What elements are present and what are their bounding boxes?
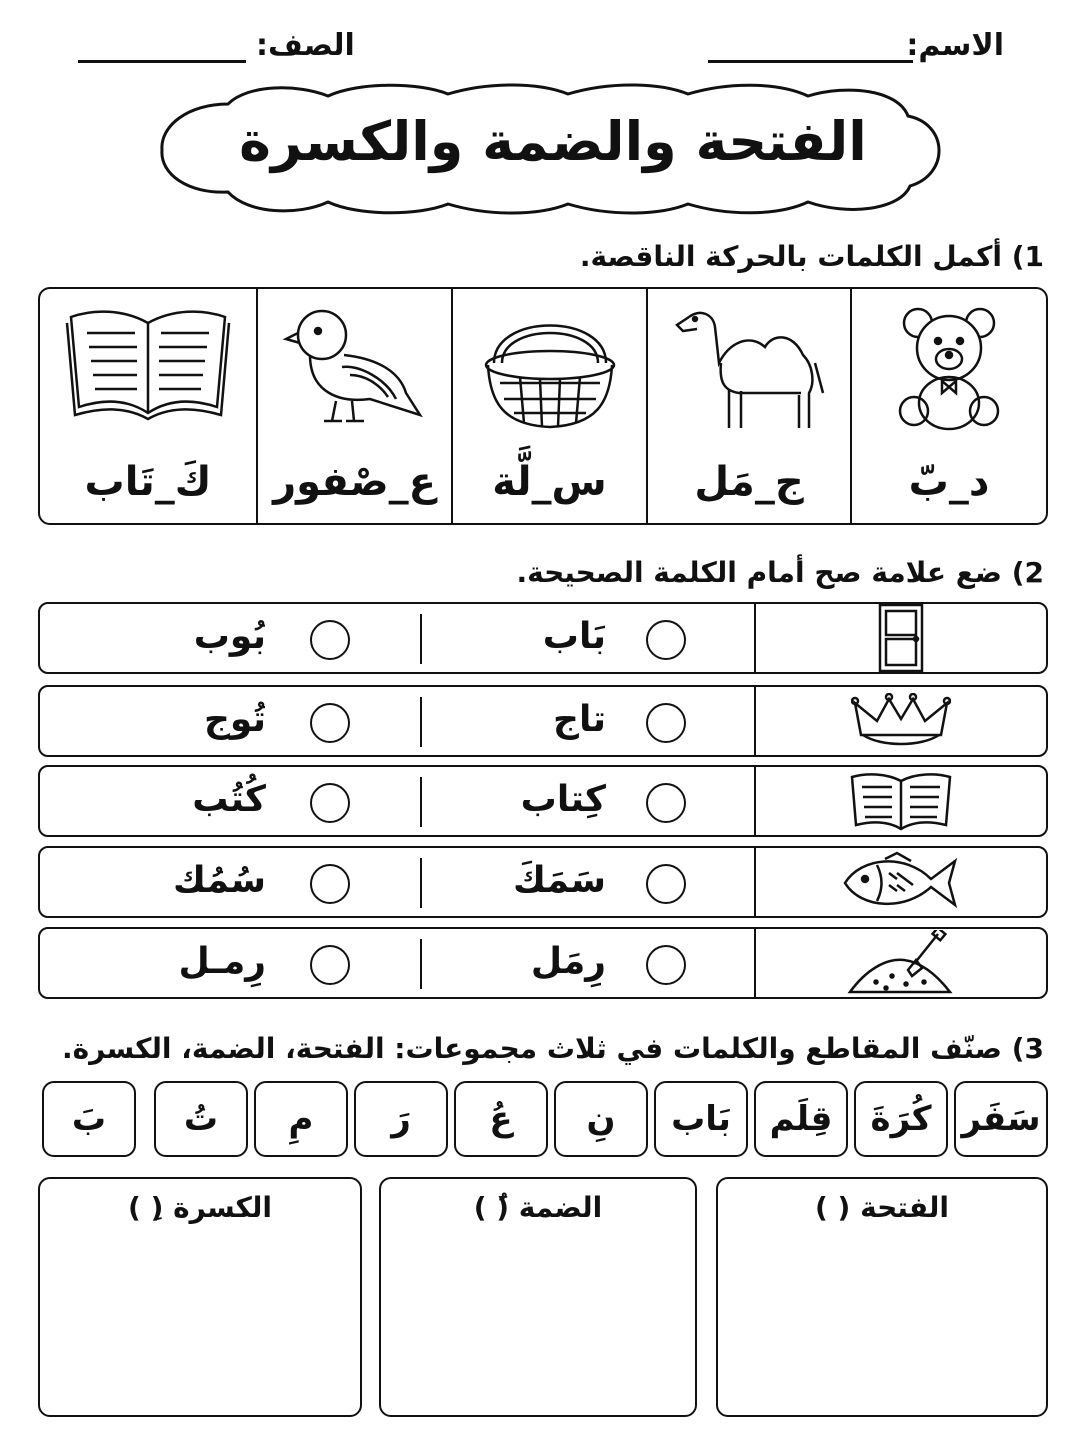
section2-picture xyxy=(754,929,1046,997)
option-b-circle[interactable] xyxy=(310,620,350,660)
option-b-circle[interactable] xyxy=(310,864,350,904)
option-a-circle[interactable] xyxy=(646,783,686,823)
section2-row xyxy=(38,927,1048,999)
sort-tile[interactable]: رَ xyxy=(354,1081,448,1157)
section1-cell-camel xyxy=(646,289,850,523)
section3-instruction: 3) صنّف المقاطع والكلمات في ثلاث مجموعات: الفتحة، الضمة، الكسرة. xyxy=(62,1032,1044,1065)
open-book-icon xyxy=(63,303,233,423)
section1-cell-bird xyxy=(256,289,451,523)
section2-row xyxy=(38,765,1048,837)
group-kasra-box[interactable] xyxy=(38,1177,362,1417)
group-damma-box[interactable] xyxy=(379,1177,697,1417)
option-b-circle[interactable] xyxy=(310,945,350,985)
option-a-circle[interactable] xyxy=(646,864,686,904)
section2-picture xyxy=(754,767,1046,835)
row-divider xyxy=(420,777,422,827)
option-b-circle[interactable] xyxy=(310,703,350,743)
teddy-bear-icon xyxy=(894,303,1004,433)
book-icon xyxy=(846,769,956,833)
option-a-circle[interactable] xyxy=(646,620,686,660)
sort-tile[interactable]: بَ xyxy=(42,1081,136,1157)
sort-tile[interactable]: مِ xyxy=(254,1081,348,1157)
crown-icon xyxy=(851,693,951,749)
row-divider xyxy=(420,697,422,747)
option-a-circle[interactable] xyxy=(646,703,686,743)
class-label: الصف: xyxy=(256,28,355,63)
group-fatha-title: الفتحة ( ) xyxy=(815,1191,949,1224)
name-label: الاسم: xyxy=(906,28,1004,63)
section2-row xyxy=(38,602,1048,674)
section2-row xyxy=(38,685,1048,757)
row-divider xyxy=(420,858,422,908)
section2-picture xyxy=(754,687,1046,755)
option-a-word: بَاب xyxy=(542,616,606,657)
group-fatha-box[interactable] xyxy=(716,1177,1048,1417)
option-a-word: تاج xyxy=(553,699,606,740)
name-field[interactable] xyxy=(708,60,913,63)
camel-icon xyxy=(669,303,829,433)
group-damma-title: الضمة (ُ ) xyxy=(473,1191,603,1224)
sort-tile[interactable]: سَفَر xyxy=(954,1081,1048,1157)
section2-picture xyxy=(754,848,1046,916)
sort-tile[interactable]: نِ xyxy=(554,1081,648,1157)
section1-cell-basket xyxy=(451,289,646,523)
sand-shovel-icon xyxy=(846,930,956,996)
sort-tile[interactable]: عُ xyxy=(454,1081,548,1157)
option-b-word: رِمـل xyxy=(178,941,266,982)
option-a-word: كِتاب xyxy=(520,779,606,820)
sort-tile[interactable]: كُرَةَ xyxy=(854,1081,948,1157)
section1-word: د_بّ xyxy=(908,459,990,505)
class-field[interactable] xyxy=(78,60,246,63)
basket-icon xyxy=(480,303,620,433)
option-b-word: بُوب xyxy=(193,616,266,657)
section2-instruction: 2) ضع علامة صح أمام الكلمة الصحيحة. xyxy=(516,556,1044,589)
group-kasra-title: الكسرة (ِ ) xyxy=(128,1191,272,1224)
section1-cell-book xyxy=(40,289,256,523)
option-a-circle[interactable] xyxy=(646,945,686,985)
sort-tile[interactable]: بَاب xyxy=(654,1081,748,1157)
row-divider xyxy=(420,614,422,664)
door-icon xyxy=(876,603,926,673)
option-b-word: تُوج xyxy=(203,699,266,740)
section2-row xyxy=(38,846,1048,918)
option-a-word: رِمَل xyxy=(530,941,606,982)
title-cloud xyxy=(158,82,948,217)
option-b-word: سُمُك xyxy=(172,860,266,901)
bird-icon xyxy=(280,303,430,433)
page-title: الفتحة والضمة والكسرة xyxy=(239,110,867,173)
section1-word: ع_صْفور xyxy=(273,459,436,505)
section2-picture xyxy=(754,604,1046,672)
section1-word: ج_مَل xyxy=(694,459,804,505)
section1-instruction: 1) أكمل الكلمات بالحركة الناقصة. xyxy=(579,240,1044,273)
option-b-circle[interactable] xyxy=(310,783,350,823)
option-a-word: سَمَكَ xyxy=(512,860,606,901)
sort-tile[interactable]: قِلَم xyxy=(754,1081,848,1157)
section1-table xyxy=(38,287,1048,525)
section1-word: س_لَّة xyxy=(492,459,607,505)
row-divider xyxy=(420,939,422,989)
option-b-word: كُتُب xyxy=(192,779,266,820)
sort-tile[interactable]: تُ xyxy=(154,1081,248,1157)
section1-word: كَ_تَاب xyxy=(84,459,212,505)
fish-icon xyxy=(841,851,961,913)
section1-cell-bear xyxy=(850,289,1046,523)
